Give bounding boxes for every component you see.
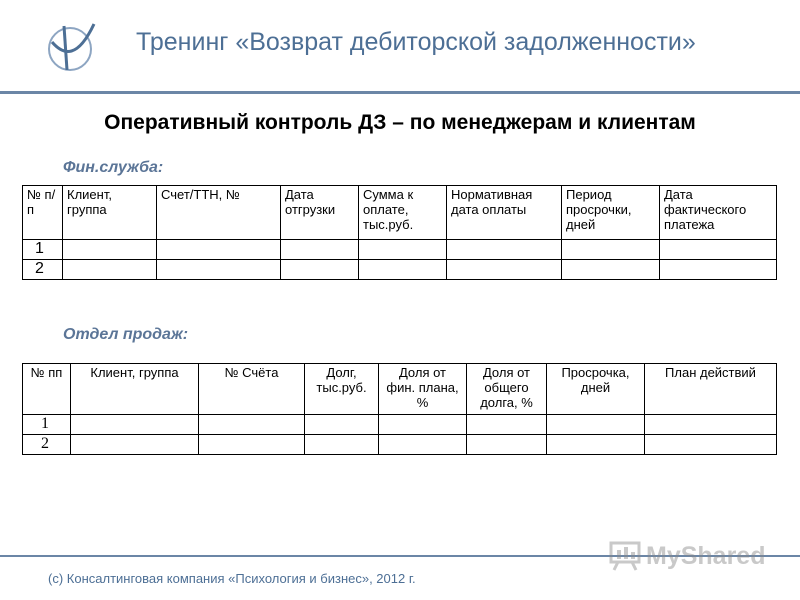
fin-header-cell: Период просрочки, дней [562, 186, 660, 240]
table-cell [467, 415, 547, 435]
table-cell [562, 240, 660, 260]
sales-table [22, 363, 777, 455]
sales-header-cell: Доля от общего долга, % [467, 364, 547, 415]
table-cell [467, 435, 547, 455]
table-cell [71, 435, 199, 455]
sales-header-cell: № пп [23, 364, 71, 415]
table-cell [379, 415, 467, 435]
table-cell [199, 435, 305, 455]
table-cell [660, 260, 777, 280]
sales-header-cell: Доля от фин. плана, % [379, 364, 467, 415]
row-number: 1 [23, 415, 71, 435]
table-cell [157, 240, 281, 260]
table-cell [645, 435, 777, 455]
fin-header-cell: Сумма к оплате, тыс.руб. [359, 186, 447, 240]
fin-table [22, 185, 777, 280]
sales-header-cell: № Счёта [199, 364, 305, 415]
fin-header-cell: Дата фактического платежа [660, 186, 777, 240]
table-row [23, 260, 777, 280]
fin-header-cell: № п/п [23, 186, 63, 240]
company-logo [44, 18, 100, 74]
table-cell [359, 240, 447, 260]
table-cell [447, 260, 562, 280]
fin-header-cell: Клиент, группа [63, 186, 157, 240]
table-cell [71, 415, 199, 435]
table-row [23, 415, 777, 435]
table-cell [157, 260, 281, 280]
fin-header-cell: Дата отгрузки [281, 186, 359, 240]
row-number: 1 [23, 240, 63, 260]
sales-header-cell: Долг, тыс.руб. [305, 364, 379, 415]
table-cell [359, 260, 447, 280]
table-cell [63, 240, 157, 260]
sales-section-label: Отдел продаж: [63, 326, 189, 343]
sales-header-cell: Клиент, группа [71, 364, 199, 415]
table-cell [660, 240, 777, 260]
table-cell [199, 415, 305, 435]
table-cell [562, 260, 660, 280]
sales-header-row [23, 364, 777, 415]
row-number: 2 [23, 260, 63, 280]
watermark [608, 540, 765, 572]
header-divider [0, 91, 800, 94]
table-row [23, 240, 777, 260]
table-cell [305, 435, 379, 455]
table-row [23, 435, 777, 455]
fin-header-cell: Счет/ТТН, № [157, 186, 281, 240]
fin-header-row [23, 186, 777, 240]
table-cell [547, 435, 645, 455]
table-cell [379, 435, 467, 455]
table-cell [63, 260, 157, 280]
row-number: 2 [23, 435, 71, 455]
table-cell [547, 415, 645, 435]
presentation-board-icon [608, 541, 642, 571]
table-cell [305, 415, 379, 435]
table-cell [281, 240, 359, 260]
footer-copyright: (с) Консалтинговая компания «Психология и бизнес», 2012 г. [48, 571, 416, 586]
table-cell [447, 240, 562, 260]
watermark-text: MyShared [646, 541, 766, 570]
sales-header-cell: Просрочка, дней [547, 364, 645, 415]
fin-header-cell: Нормативная дата оплаты [447, 186, 562, 240]
table-cell [645, 415, 777, 435]
header-title: Тренинг «Возврат дебиторской задолженности» [136, 28, 696, 56]
table-cell [281, 260, 359, 280]
page-heading: Оперативный контроль ДЗ – по менеджерам и клиентам [104, 111, 696, 134]
sales-header-cell: План действий [645, 364, 777, 415]
fin-section-label: Фин.служба: [63, 159, 164, 176]
